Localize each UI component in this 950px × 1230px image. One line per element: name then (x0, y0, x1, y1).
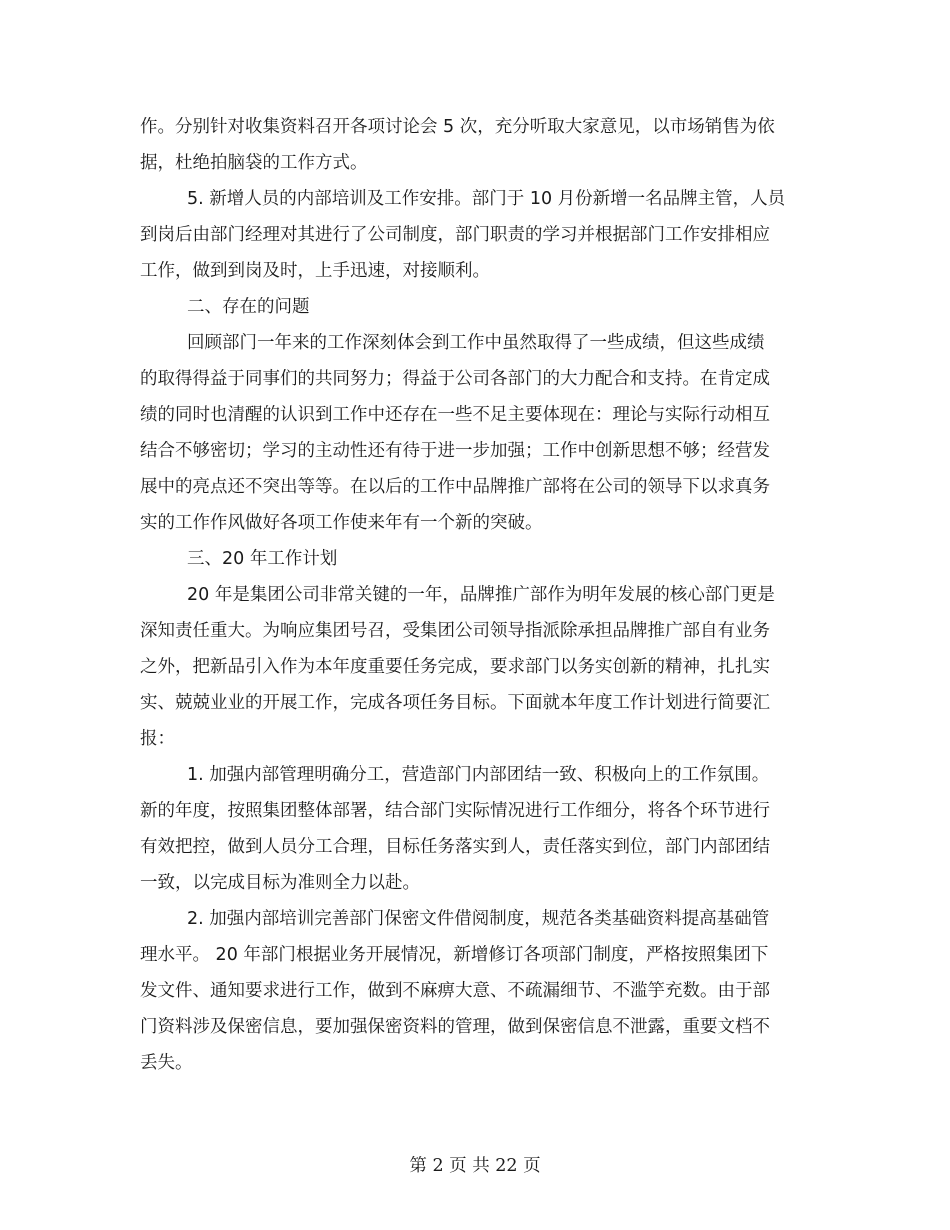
text-line-23: 2. 加强内部培训完善部门保密文件借阅制度，规范各类基础资料提高基础管 (187, 909, 770, 929)
text-line-2: 据，杜绝拍脑袋的工作方式。 (140, 153, 368, 173)
text-line-14: 20 年是集团公司非常关键的一年，品牌推广部作为明年发展的核心部门更是 (187, 585, 775, 605)
text-line-7: 回顾部门一年来的工作深刻体会到工作中虽然取得了一些成绩，但这些成绩 (187, 333, 765, 353)
text-line-18: 报： (140, 729, 175, 749)
text-line-15: 深知责任重大。为响应集团号召，受集团公司领导指派除承担品牌推广部自有业务 (140, 621, 770, 641)
section-heading-plan: 三、20 年工作计划 (187, 549, 338, 569)
text-line-25: 发文件、通知要求进行工作，做到不麻痹大意、不疏漏细节、不滥竽充数。由于部 (140, 981, 770, 1001)
text-line-9: 绩的同时也清醒的认识到工作中还存在一些不足主要体现在：理论与实际行动相互 (140, 405, 770, 425)
text-line-5: 工作，做到到岗及时，上手迅速，对接顺利。 (140, 261, 490, 281)
page-number-footer: 第 2 页 共 22 页 (409, 1156, 541, 1176)
text-line-8: 的取得得益于同事们的共同努力；得益于公司各部门的大力配合和支持。在肯定成 (140, 369, 770, 389)
text-line-4: 到岗后由部门经理对其进行了公司制度，部门职责的学习并根据部门工作安排相应 (140, 225, 770, 245)
text-line-16: 之外，把新品引入作为本年度重要任务完成，要求部门以务实创新的精神，扎扎实 (140, 657, 770, 677)
text-line-22: 一致，以完成目标为准则全力以赴。 (140, 873, 420, 893)
text-line-11: 展中的亮点还不突出等等。在以后的工作中品牌推广部将在公司的领导下以求真务 (140, 477, 770, 497)
text-line-10: 结合不够密切；学习的主动性还有待于进一步加强；工作中创新思想不够；经营发 (140, 441, 770, 461)
text-line-12: 实的工作作风做好各项工作使来年有一个新的突破。 (140, 513, 543, 533)
text-line-1: 作。分别针对收集资料召开各项讨论会 5 次，充分听取大家意见，以市场销售为依 (140, 117, 775, 137)
text-line-17: 实、兢兢业业的开展工作，完成各项任务目标。下面就本年度工作计划进行简要汇 (140, 693, 770, 713)
text-line-19: 1. 加强内部管理明确分工，营造部门内部团结一致、积极向上的工作氛围。 (187, 765, 770, 785)
text-line-26: 门资料涉及保密信息，要加强保密资料的管理，做到保密信息不泄露，重要文档不 (140, 1017, 770, 1037)
text-line-21: 有效把控，做到人员分工合理，目标任务落实到人，责任落实到位，部门内部团结 (140, 837, 770, 857)
text-line-24: 理水平。 20 年部门根据业务开展情况，新增修订各项部门制度，严格按照集团下 (140, 945, 769, 965)
text-line-27: 丢失。 (140, 1053, 193, 1073)
text-line-3: 5. 新增人员的内部培训及工作安排。部门于 10 月份新增一名品牌主管，人员 (187, 189, 786, 209)
section-heading-problems: 二、存在的问题 (187, 297, 310, 317)
text-line-20: 新的年度，按照集团整体部署，结合部门实际情况进行工作细分，将各个环节进行 (140, 801, 770, 821)
